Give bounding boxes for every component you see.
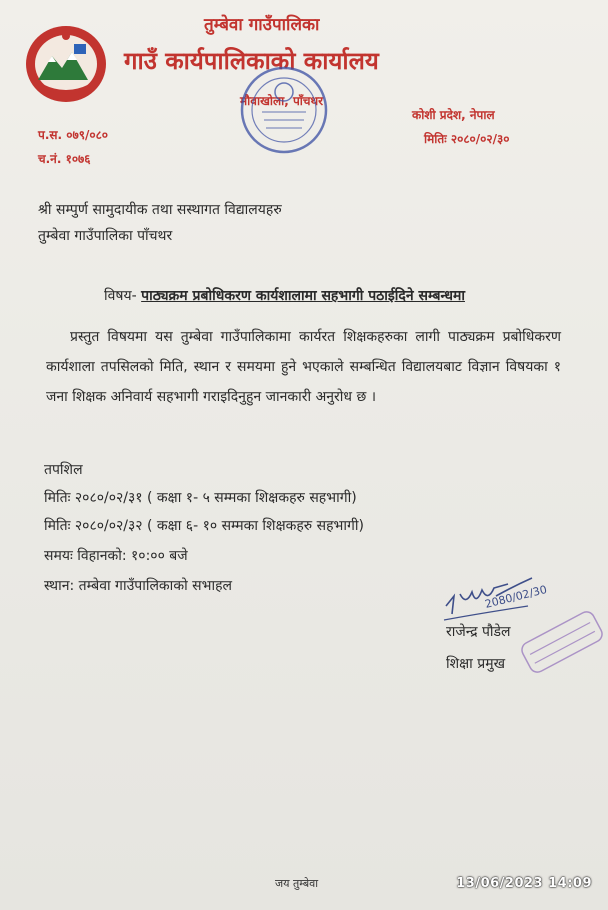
schedule-item: स्थान: तम्बेवा गाउँपालिकाको सभाहल: [44, 578, 232, 594]
subject-line: [104, 286, 465, 305]
nepal-government-emblem: [22, 22, 110, 106]
body-paragraph: प्रस्तुत विषयमा यस तुम्बेवा गाउँपालिकामा कार्यरत शिक्षकहरुका लागी पाठ्यक्रम प्रबोधिकरण कार्यशाला तपसिलको मिति, स्थान र समयमा हुने भएकाले सम्बन्धित विद्यालयबाट विज्ञान विषयका १ जना शिक्षक अनिवार्य सहभागी गराइदिनुहुन जानकारी अनुरोध छ ।: [46, 329, 561, 405]
schedule-item: मितिः २०८०/०२/३२ ( कक्षा ६- १० सम्मका शिक्षकहरु सहभागी): [44, 518, 364, 534]
signature-date: 2080/02/30: [483, 582, 549, 611]
signatory-name: राजेन्द्र पौडेल: [446, 624, 511, 640]
office-address: मौवाखोला, पाँचथर: [240, 94, 324, 108]
schedule-heading: तपशिल: [44, 462, 83, 478]
footer-motto: जय तुम्बेवा: [275, 877, 319, 890]
signatory-stamp: [520, 600, 604, 684]
signatory-title: शिक्षा प्रमुख: [446, 656, 506, 672]
reference-cn: च.नं. १०७६: [38, 152, 91, 166]
schedule-item: मितिः २०८०/०२/३१ ( कक्षा १- ५ सम्मका शिक्षकहरु सहभागी): [44, 490, 357, 506]
photo-timestamp: 13/06/2023 14:09: [456, 876, 592, 891]
province-line: कोशी प्रदेश, नेपाल: [412, 108, 495, 122]
office-title: गाउँ कार्यपालिकाको कार्यालय: [124, 47, 379, 75]
addressee-line-2: तुम्बेवा गाउँपालिका पाँचथर: [38, 228, 173, 244]
letter-date: मितिः २०८०/०२/३०: [424, 132, 510, 146]
municipality-name: तुम्बेवा गाउँपालिका: [204, 15, 320, 35]
subject-prefix: विषय-: [104, 288, 137, 304]
reference-ps: प.स. ०७९/०८०: [38, 128, 109, 142]
schedule-item: समयः विहानको: १०:०० बजे: [44, 548, 188, 564]
subject-text: पाठ्यक्रम प्रबोधिकरण कार्यशालामा सहभागी पठाईदिने सम्बन्धमा: [141, 288, 465, 304]
office-stamp: [236, 62, 332, 158]
addressee-line-1: श्री सम्पुर्ण सामुदायीक तथा सस्थागत विद्यालयहरु: [38, 202, 282, 218]
